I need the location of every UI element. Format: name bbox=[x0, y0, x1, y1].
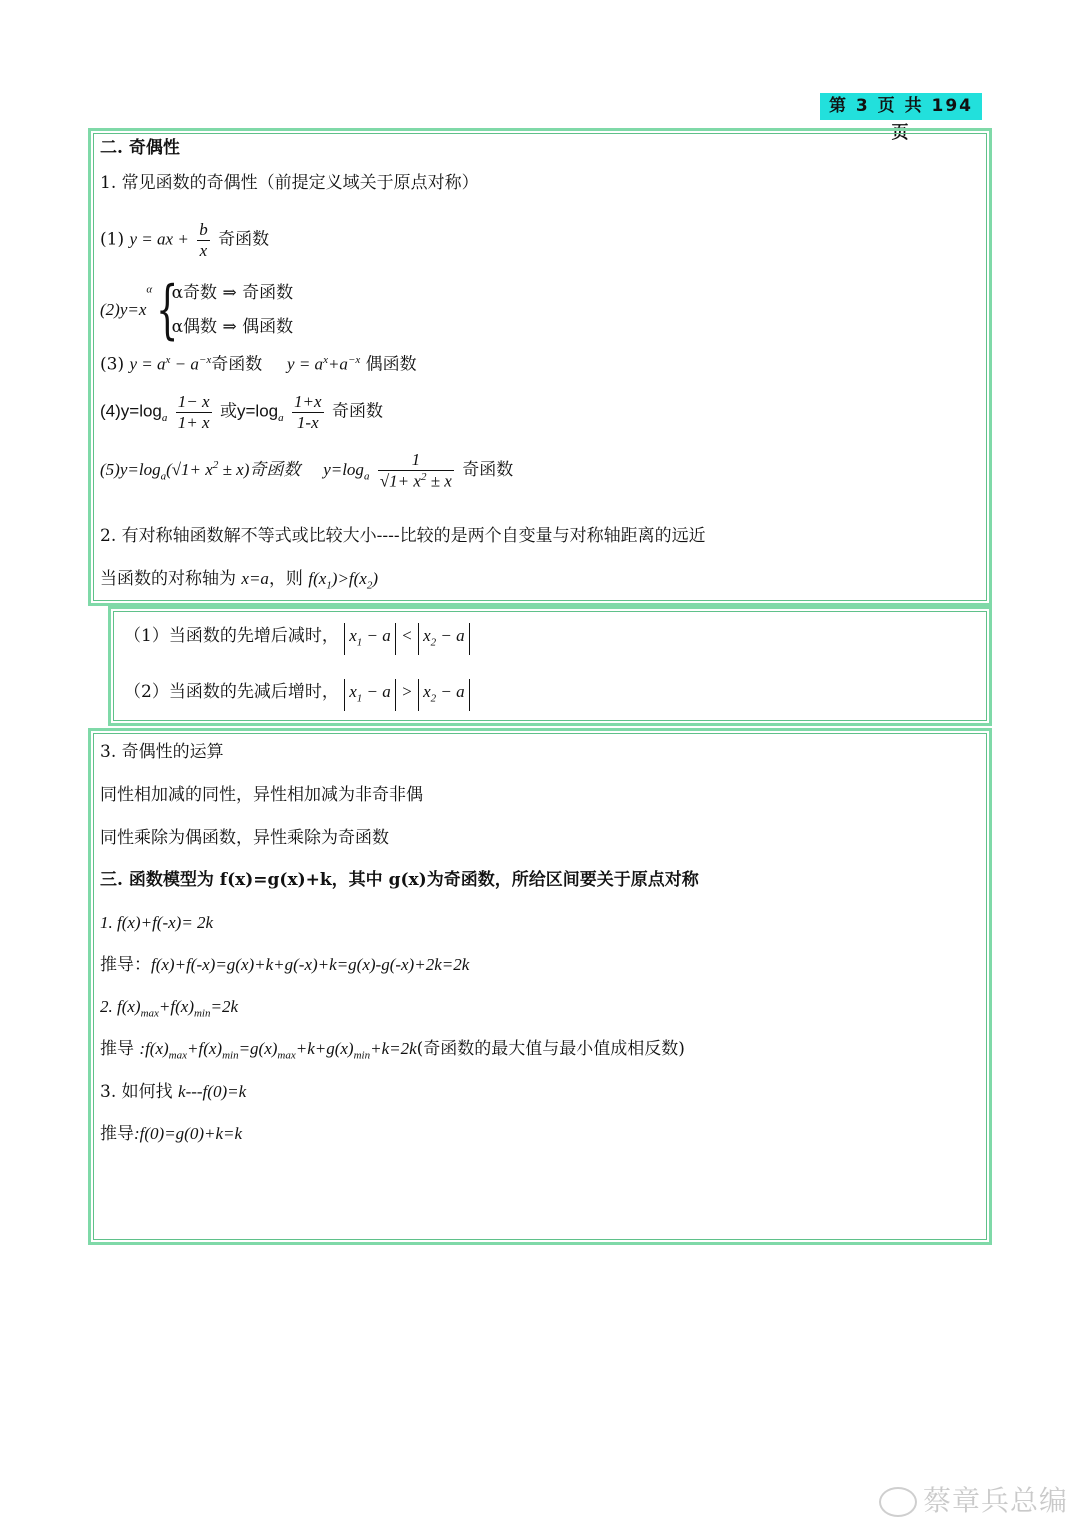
item2-condition bbox=[100, 569, 378, 593]
formula-2-lead: (2)y=x bbox=[100, 299, 147, 319]
formula-5-sup: 2 bbox=[212, 459, 219, 472]
property-3-proof bbox=[100, 1124, 242, 1144]
proof-sub: max bbox=[277, 1049, 296, 1062]
abs-var: x bbox=[349, 682, 357, 701]
formula-2-case-even: α偶数 ⇒ 偶函数 bbox=[171, 317, 294, 337]
proof-math: :f(0)=g(0)+k=k bbox=[134, 1124, 243, 1143]
section-heading-parity: 二. 奇偶性 bbox=[100, 138, 180, 158]
page-number-badge: 第 3 页 共 194 页 bbox=[820, 93, 982, 120]
formula-4-mid: 或y=log bbox=[219, 401, 279, 421]
formula-3-sup: x bbox=[323, 354, 328, 366]
prop-part: +f(x) bbox=[158, 997, 194, 1016]
abs-rest: − a bbox=[436, 682, 465, 701]
formula-3-odd-label: 奇函数 bbox=[211, 354, 263, 375]
fraction-numerator: 1 bbox=[378, 450, 454, 471]
abs-right bbox=[418, 679, 470, 711]
abs-rest: − a bbox=[362, 682, 391, 701]
proof-label: 推导 bbox=[100, 1039, 140, 1059]
formula-3-num: (3) bbox=[100, 354, 125, 375]
formula-5-sub: a bbox=[160, 470, 167, 483]
watermark-text: 蔡章兵总编 bbox=[922, 1484, 1068, 1517]
abs-sub: 1 bbox=[356, 692, 363, 705]
formula-2-exponent: α bbox=[146, 283, 153, 296]
formula-3-sup: −x bbox=[198, 354, 212, 366]
prop-math: k---f(0)=k bbox=[178, 1082, 247, 1101]
formula-5-sub: a bbox=[363, 470, 370, 483]
formula-5-body: ± x)奇函数 bbox=[218, 459, 301, 479]
formula-5-body: (√1+ x bbox=[166, 459, 213, 479]
property-1: 1. f(x)+f(-x)= 2k bbox=[100, 913, 214, 932]
denominator-root: √1+ x bbox=[379, 471, 421, 491]
abs-sub: 2 bbox=[430, 692, 437, 705]
condition-text: ，则 bbox=[268, 569, 309, 589]
denominator-tail: ± x bbox=[426, 471, 452, 491]
fraction-numerator: 1+x bbox=[294, 392, 322, 411]
formula-3-part: +a bbox=[327, 354, 348, 374]
section-heading-model: 三. 函数模型为 f(x)=g(x)+k，其中 g(x)为奇函数，所给区间要关于原点对称 bbox=[100, 870, 699, 890]
proof-label: 推导： bbox=[100, 955, 151, 975]
proof-label: 推导 bbox=[100, 1124, 134, 1144]
comparison-operator: > bbox=[401, 682, 413, 701]
proof-math: +k=2k bbox=[370, 1039, 417, 1058]
formula-3 bbox=[100, 354, 417, 375]
prop-label: 3. 如何找 bbox=[100, 1082, 179, 1102]
proof-math: +f(x) bbox=[187, 1039, 223, 1058]
fraction-numerator: 1− x bbox=[177, 392, 210, 411]
item1-title: 1. 常见函数的奇偶性（前提定义域关于原点对称） bbox=[100, 173, 479, 193]
fraction-numerator: b bbox=[199, 220, 208, 239]
parity-operations-box bbox=[88, 728, 992, 1245]
fraction-denominator bbox=[378, 471, 454, 491]
formula-5-lead-2: y=log bbox=[323, 459, 364, 479]
left-brace-icon: { bbox=[155, 273, 178, 347]
abs-sub: 1 bbox=[356, 636, 363, 649]
formula-4-fraction-1 bbox=[176, 392, 212, 432]
abs-var: x bbox=[423, 626, 431, 645]
fraction-denominator: 1+ x bbox=[177, 412, 210, 432]
weibo-logo-icon bbox=[879, 1487, 917, 1517]
condition-sub: 2 bbox=[366, 579, 373, 592]
formula-3-part: y = a bbox=[287, 354, 324, 374]
abs-left bbox=[344, 623, 396, 655]
rule-add-sub: 同性相加减的同性，异性相加减为非奇非偶 bbox=[100, 785, 423, 805]
proof-sub: min bbox=[222, 1049, 239, 1062]
condition-math: ) bbox=[372, 569, 379, 588]
fraction-denominator: 1-x bbox=[296, 412, 319, 432]
condition-text: 当函数的对称轴为 bbox=[100, 569, 242, 589]
prop-sub: max bbox=[140, 1007, 159, 1020]
formula-3-even-label: 偶函数 bbox=[360, 354, 417, 375]
formula-2-cases bbox=[155, 273, 294, 347]
formula-4-sub: a bbox=[278, 411, 284, 424]
formula-2-case-odd: α奇数 ⇒ 奇函数 bbox=[171, 283, 294, 303]
property-2 bbox=[100, 997, 238, 1021]
proof-math: :f(x) bbox=[139, 1039, 169, 1058]
proof-math: +k+g(x) bbox=[295, 1039, 354, 1058]
abs-var: x bbox=[349, 626, 357, 645]
denominator-sup: 2 bbox=[420, 470, 427, 483]
item2-title: 2. 有对称轴函数解不等式或比较大小----比较的是两个自变量与对称轴距离的远近 bbox=[100, 526, 706, 546]
formula-4-lead: (4)y=log bbox=[100, 401, 162, 421]
formula-3-part: − a bbox=[170, 354, 199, 374]
formula-1-lhs: y = ax + bbox=[129, 229, 189, 249]
formula-1-tail: 奇函数 bbox=[218, 229, 270, 250]
condition-math: f(x bbox=[308, 569, 327, 588]
abs-left bbox=[344, 679, 396, 711]
abs-rest: − a bbox=[436, 626, 465, 645]
formula-2 bbox=[100, 273, 294, 347]
formula-4-sub: a bbox=[161, 411, 168, 424]
formula-4-fraction-2 bbox=[292, 392, 324, 432]
prop-sub: min bbox=[193, 1007, 211, 1020]
comparison-operator: < bbox=[401, 626, 413, 645]
formula-1-num: (1) bbox=[100, 229, 125, 250]
abs-right bbox=[418, 623, 470, 655]
formula-5-fraction bbox=[378, 450, 454, 491]
prop-part: =2k bbox=[210, 997, 239, 1016]
formula-3-sup: x bbox=[165, 354, 171, 366]
proof-sub: min bbox=[353, 1049, 371, 1062]
condition-math: )>f(x bbox=[331, 569, 367, 588]
case-decrease-increase bbox=[124, 679, 470, 711]
case-increase-decrease bbox=[124, 623, 470, 655]
fraction-denominator: x bbox=[199, 240, 208, 260]
formula-4-tail: 奇函数 bbox=[331, 401, 383, 422]
formula-5-tail: 奇函数 bbox=[462, 459, 514, 480]
proof-math: f(x)+f(-x)=g(x)+k+g(-x)+k=g(x)-g(-x)+2k=2k bbox=[151, 955, 470, 974]
formula-1-fraction bbox=[197, 220, 210, 260]
property-2-proof bbox=[100, 1039, 685, 1063]
case-label: （2）当函数的先减后增时， bbox=[124, 682, 339, 702]
proof-sub: max bbox=[168, 1049, 187, 1062]
formula-5 bbox=[100, 450, 513, 491]
formula-5-lead: (5)y=log bbox=[100, 459, 161, 479]
proof-note: (奇函数的最大值与最小值成相反数) bbox=[416, 1039, 685, 1059]
formula-3-part: y = a bbox=[129, 354, 166, 374]
formula-1 bbox=[100, 220, 269, 260]
item3-title: 3. 奇偶性的运算 bbox=[100, 742, 224, 762]
formula-4 bbox=[100, 392, 383, 432]
property-3 bbox=[100, 1082, 246, 1102]
prop-part: 2. f(x) bbox=[100, 997, 141, 1016]
condition-sub: 1 bbox=[326, 579, 332, 592]
watermark bbox=[879, 1479, 1068, 1519]
condition-math: x=a bbox=[241, 569, 269, 588]
abs-sub: 2 bbox=[430, 636, 437, 649]
property-1-proof bbox=[100, 955, 469, 975]
abs-rest: − a bbox=[362, 626, 391, 645]
abs-var: x bbox=[423, 682, 431, 701]
case-label: （1）当函数的先增后减时， bbox=[124, 626, 339, 646]
rule-mul-div: 同性乘除为偶函数，异性乘除为奇函数 bbox=[100, 828, 389, 848]
proof-math: =g(x) bbox=[238, 1039, 278, 1058]
formula-3-sup: −x bbox=[347, 354, 361, 366]
